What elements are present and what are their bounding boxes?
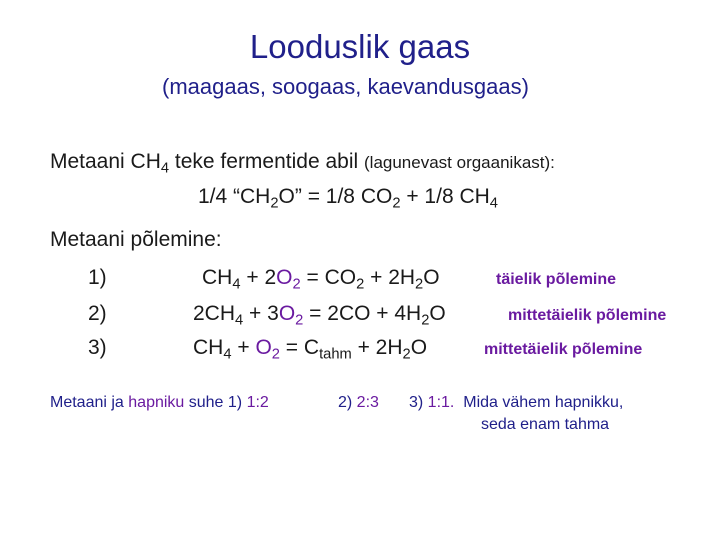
reaction-equation: $CH_4 + 2O_2 = CO_2 + 2H_2O$ [202,266,440,293]
reaction-number: 1) [88,266,107,289]
combustion-heading: Metaani põlemine: [50,228,222,251]
reaction-equation: $2CH_4 + 3O_2 = 2CO + 4H_2O$ [193,302,446,329]
methane-origin-line: Metaani $CH_4$ teke fermentide abil (lagunevast orgaanikast): [50,150,555,177]
ratio-two: 2) 2:3 [338,394,379,411]
reaction-number: 2) [88,302,107,325]
reaction-equation: $CH_4 + O_2 = C_{tahm} + 2H_2O$ [193,336,428,363]
ratio-three: 3) 1:1. Mida vähem hapnikku, [409,394,624,411]
slide-title: Looduslik gaas [249,28,471,65]
reaction-note: täielik põlemine [496,271,617,288]
slide-subtitle: (maagaas, soogaas, kaevandusgaas) [162,74,529,99]
reaction-note: mittetäielik põlemine [484,341,643,358]
fermentation-equation: 1/4 “$CH_2O$” = 1/8 $CO_2 + 1/8$ $CH_4$ [198,185,498,212]
reaction-number: 3) [88,336,107,359]
ratio-conclusion: seda enam tahma [481,416,610,433]
ratio-lead: Metaani ja hapniku suhe 1) 1:2 [50,394,269,411]
reaction-note: mittetäielik põlemine [508,307,667,324]
